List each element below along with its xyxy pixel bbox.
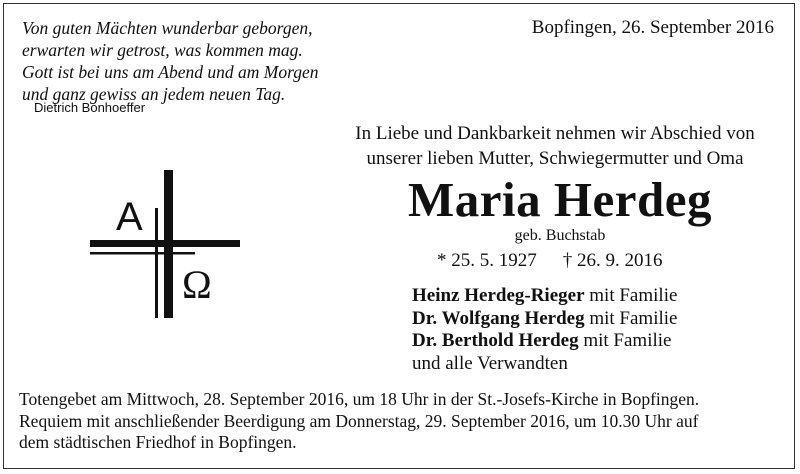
service-line: dem städtischen Friedhof in Bopfingen.	[19, 432, 297, 452]
omega-letter: Ω	[182, 262, 212, 307]
alpha-letter: A	[116, 195, 143, 239]
family-member-name: Dr. Berthold Herdeg	[412, 330, 579, 351]
deceased-name: Maria Herdeg	[408, 172, 712, 227]
intro-line: unserer lieben Mutter, Schwiegermutter und Oma	[366, 148, 744, 169]
family-member	[412, 285, 677, 308]
intro-text	[340, 121, 770, 171]
quote-line: Gott ist bei uns am Abend und am Morgen	[22, 62, 319, 82]
death-date: † 26. 9. 2016	[562, 250, 663, 271]
family-member	[412, 353, 677, 376]
family-member-suffix: mit Familie	[578, 330, 672, 351]
place-date: Bopfingen, 26. September 2016	[531, 17, 774, 38]
service-details	[19, 389, 699, 454]
quote-line: erwarten wir getrost, was kommen mag.	[22, 40, 303, 60]
family-member	[412, 308, 677, 331]
intro-line: In Liebe und Dankbarkeit nehmen wir Abschied von	[355, 123, 755, 144]
quote-author: Dietrich Bonhoeffer	[34, 100, 146, 115]
life-dates	[437, 250, 663, 272]
alpha-omega-cross-icon	[90, 168, 250, 328]
bonhoeffer-quote	[22, 17, 319, 105]
birth-name: geb. Buchstab	[514, 227, 606, 244]
quote-line: Von guten Mächten wunderbar geborgen,	[22, 18, 313, 38]
birth-date: * 25. 5. 1927	[437, 250, 537, 271]
family-member-name: Heinz Herdeg-Rieger	[412, 285, 585, 306]
service-line: Totengebet am Mittwoch, 28. September 2016, um 18 Uhr in der St.-Josefs-Kirche in Bopfingen.	[19, 389, 700, 409]
family-member-suffix: mit Familie	[584, 307, 678, 329]
family-member	[412, 330, 677, 353]
family-member-name: Dr. Wolfgang Herdeg	[412, 307, 585, 329]
family-member-suffix: und alle Verwandten	[412, 352, 568, 374]
family-list	[412, 285, 677, 375]
quote-line: und ganz gewiss an jedem neuen Tag.	[22, 84, 286, 104]
service-line: Requiem mit anschließender Beerdigung am Donnerstag, 29. September 2016, um 10.30 Uhr auf	[19, 410, 699, 431]
family-member-suffix: mit Familie	[584, 285, 678, 306]
